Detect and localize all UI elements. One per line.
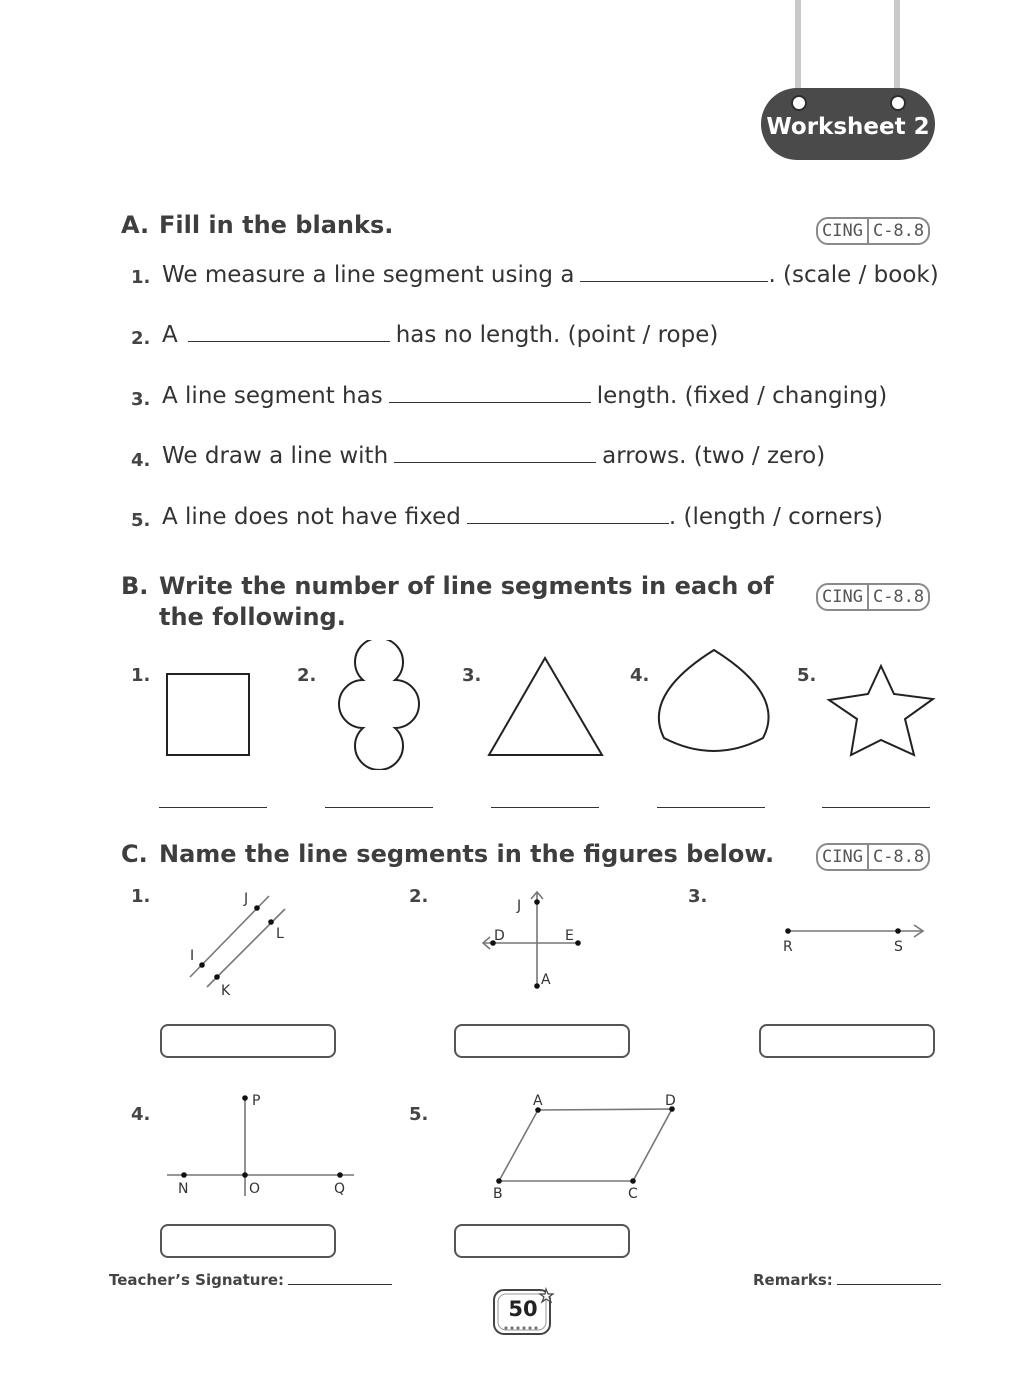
point-label: I bbox=[190, 948, 195, 964]
page-number: 50 bbox=[508, 1297, 538, 1321]
question-number: 5. bbox=[131, 510, 151, 531]
point-l bbox=[268, 919, 274, 925]
section-c-letter: C. bbox=[121, 840, 148, 868]
section-c-code-badge bbox=[816, 843, 930, 871]
answer-line[interactable] bbox=[159, 807, 267, 808]
point-p bbox=[242, 1095, 248, 1101]
answer-line[interactable] bbox=[657, 807, 765, 808]
code-badge-part: CING bbox=[822, 221, 863, 241]
point-label: N bbox=[178, 1181, 189, 1197]
answer-blank[interactable] bbox=[467, 505, 669, 524]
code-badge-part: C-8.8 bbox=[867, 845, 928, 869]
code-badge-part: C-8.8 bbox=[867, 585, 928, 609]
answer-blank[interactable] bbox=[389, 384, 591, 403]
answer-box[interactable] bbox=[759, 1024, 935, 1058]
star-shape bbox=[829, 666, 933, 755]
point-k bbox=[214, 974, 220, 980]
point-n bbox=[181, 1172, 187, 1178]
question-number: 2. bbox=[131, 328, 151, 349]
point-j bbox=[254, 905, 260, 911]
section-a-letter: A. bbox=[121, 211, 150, 239]
question-text: A line segment has bbox=[162, 383, 383, 409]
question-options: length. (fixed / changing) bbox=[596, 383, 888, 409]
question-options: . (length / corners) bbox=[668, 504, 884, 530]
item-number: 3. bbox=[462, 665, 482, 686]
rounded-triangle-shape bbox=[659, 650, 769, 751]
question-text: A line does not have fixed bbox=[162, 504, 461, 530]
signature-line[interactable] bbox=[288, 1272, 392, 1285]
question-options: arrows. (two / zero) bbox=[602, 443, 826, 469]
answer-blank[interactable] bbox=[188, 323, 390, 342]
point-label: C bbox=[628, 1186, 638, 1202]
point-label: D bbox=[665, 1093, 676, 1109]
section-b-code-badge bbox=[816, 583, 930, 611]
answer-box[interactable] bbox=[160, 1224, 336, 1258]
item-number: 4. bbox=[131, 1104, 151, 1125]
tag-hanger-left bbox=[795, 0, 801, 98]
code-badge-part: CING bbox=[822, 847, 863, 867]
answer-box[interactable] bbox=[454, 1224, 630, 1258]
section-b-heading-line1: Write the number of line segments in each of bbox=[159, 572, 774, 600]
question-number: 1. bbox=[131, 267, 151, 288]
point-label: B bbox=[493, 1186, 503, 1202]
section-c-title bbox=[121, 840, 774, 868]
parallelogram-shape bbox=[499, 1109, 672, 1181]
point-s bbox=[895, 928, 901, 934]
item-number: 3. bbox=[688, 886, 708, 907]
answer-line[interactable] bbox=[822, 807, 930, 808]
shapes-figure bbox=[0, 640, 1024, 770]
remarks-line[interactable] bbox=[837, 1272, 941, 1285]
section-b-letter: B. bbox=[121, 572, 149, 600]
code-badge-part: CING bbox=[822, 587, 863, 607]
teacher-signature-label: Teacher’s Signature: bbox=[109, 1271, 285, 1289]
worksheet-tag-label: Worksheet 2 bbox=[766, 114, 930, 140]
item-number: 2. bbox=[297, 665, 317, 686]
point-a bbox=[534, 983, 540, 989]
code-badge-part: C-8.8 bbox=[867, 219, 928, 243]
section-c-heading: Name the line segments in the figures below. bbox=[159, 840, 775, 868]
point-q bbox=[337, 1172, 343, 1178]
tag-hanger-right bbox=[894, 0, 900, 98]
point-label: J bbox=[517, 898, 522, 914]
answer-line[interactable] bbox=[325, 807, 433, 808]
answer-blank[interactable] bbox=[394, 444, 596, 463]
answer-box[interactable] bbox=[454, 1024, 630, 1058]
section-a-title bbox=[121, 211, 393, 239]
point-i bbox=[199, 962, 205, 968]
tag-ring-right-icon bbox=[890, 95, 906, 111]
point-e bbox=[575, 940, 581, 946]
point-label: A bbox=[541, 972, 551, 988]
remarks bbox=[753, 1271, 941, 1289]
section-a-code-badge bbox=[816, 217, 930, 245]
question-options: has no length. (point / rope) bbox=[395, 322, 719, 348]
square-shape bbox=[167, 674, 249, 755]
question-1 bbox=[162, 262, 939, 288]
triangle-shape bbox=[489, 658, 602, 755]
worksheet-tag bbox=[761, 88, 935, 160]
question-text: We draw a line with bbox=[162, 443, 389, 469]
item-number: 5. bbox=[797, 665, 817, 686]
item-number: 4. bbox=[630, 665, 650, 686]
item-number: 1. bbox=[131, 665, 151, 686]
question-3 bbox=[162, 383, 887, 409]
flower-shape bbox=[339, 640, 419, 770]
point-label: E bbox=[565, 928, 574, 944]
item-number: 2. bbox=[409, 886, 429, 907]
remarks-label: Remarks: bbox=[753, 1271, 833, 1289]
question-text: We measure a line segment using a bbox=[162, 262, 575, 288]
section-b-heading-line2: the following. bbox=[159, 603, 346, 631]
question-number: 4. bbox=[131, 450, 151, 471]
tag-ring-left-icon bbox=[791, 95, 807, 111]
point-c bbox=[630, 1178, 636, 1184]
question-options: . (scale / book) bbox=[768, 262, 939, 288]
section-b-title bbox=[121, 571, 774, 633]
item-number: 5. bbox=[409, 1104, 429, 1125]
point-label: K bbox=[221, 983, 231, 999]
point-label: R bbox=[783, 939, 793, 955]
point-o bbox=[242, 1172, 248, 1178]
question-2 bbox=[162, 322, 718, 348]
teacher-signature bbox=[109, 1271, 392, 1289]
point-j bbox=[534, 899, 540, 905]
point-b bbox=[496, 1178, 502, 1184]
point-label: J bbox=[244, 891, 249, 907]
item-number: 1. bbox=[131, 886, 151, 907]
question-4 bbox=[162, 443, 825, 469]
point-r bbox=[785, 928, 791, 934]
answer-box[interactable] bbox=[160, 1024, 336, 1058]
question-number: 3. bbox=[131, 389, 151, 410]
point-label: P bbox=[252, 1093, 261, 1109]
point-label: L bbox=[276, 926, 284, 942]
question-5 bbox=[162, 504, 883, 530]
section-a-heading: Fill in the blanks. bbox=[159, 211, 394, 239]
point-label: D bbox=[494, 928, 505, 944]
answer-blank[interactable] bbox=[580, 263, 768, 282]
question-text: A bbox=[162, 322, 178, 348]
point-label: Q bbox=[334, 1181, 346, 1197]
point-label: S bbox=[894, 939, 903, 955]
point-label: A bbox=[533, 1093, 543, 1109]
answer-line[interactable] bbox=[491, 807, 599, 808]
point-label: O bbox=[249, 1181, 261, 1197]
